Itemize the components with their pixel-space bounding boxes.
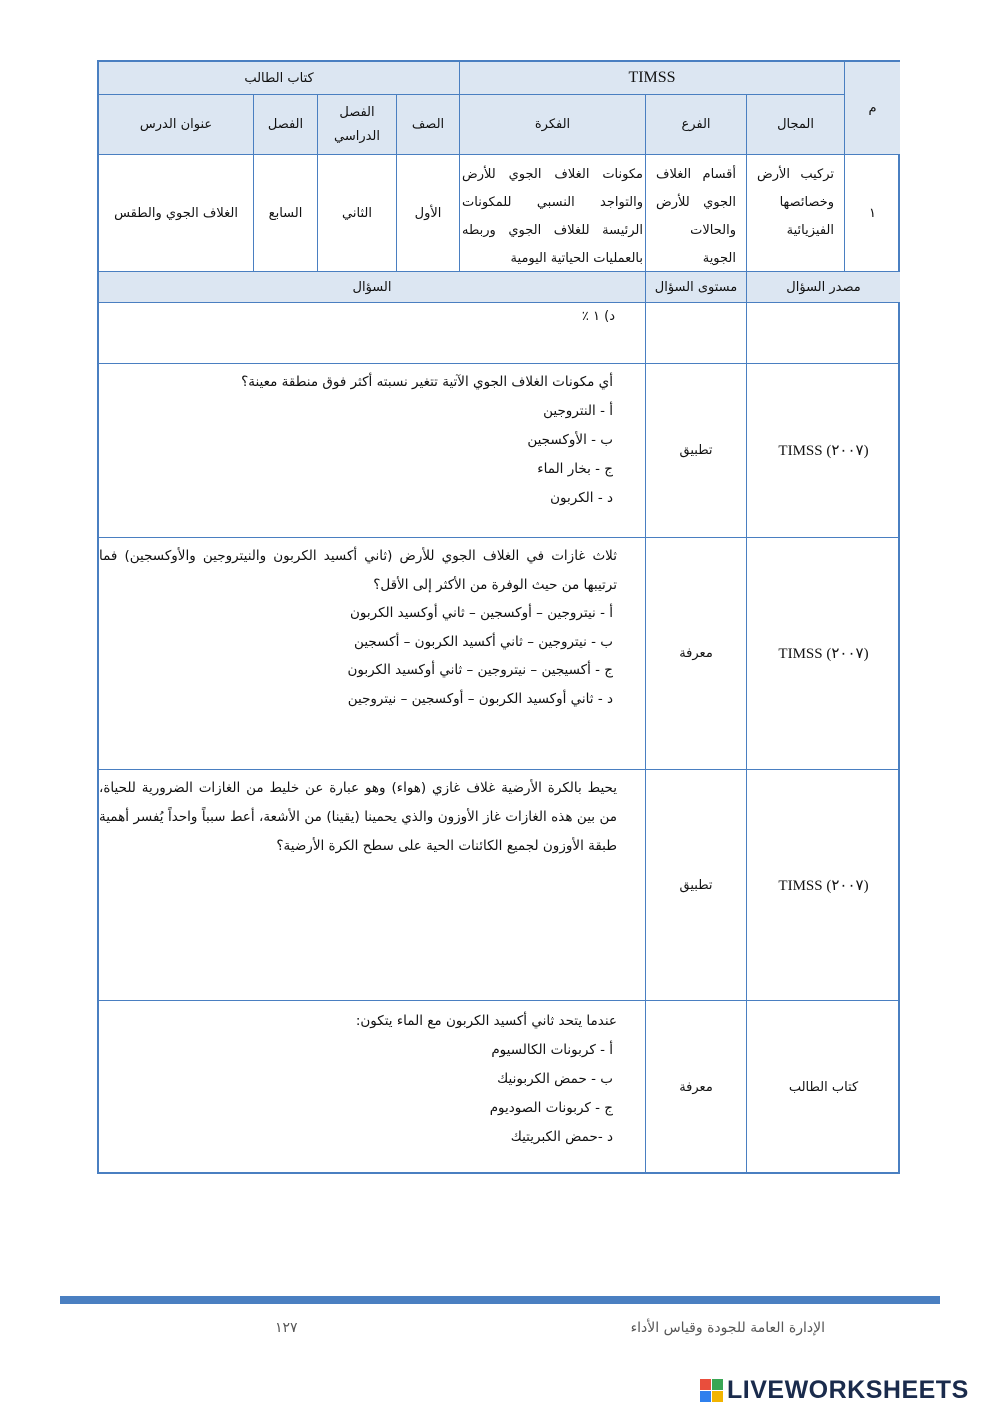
question-header: السؤال [99, 272, 646, 303]
q1-option-d[interactable]: د - الكربون [550, 490, 613, 506]
level-cell-partial [646, 303, 747, 364]
q4-source: كتاب الطالب [788, 1080, 859, 1095]
source-header: مصدر السؤال [747, 272, 900, 303]
footer-divider [60, 1296, 940, 1304]
semester-value: الثاني [318, 155, 397, 272]
worksheet-table [97, 60, 900, 1174]
q4-level: معرفة [646, 1001, 747, 1174]
q2-option-d[interactable]: د - ثاني أوكسيد الكربون – أوكسجين – نيتروجين [347, 690, 613, 707]
domain-header: المجال [747, 95, 845, 155]
chapter-value: السابع [254, 155, 318, 272]
q4-question [99, 1001, 646, 1174]
chapter-header: الفصل [254, 95, 318, 155]
brand-text: LIVEWORKSHEETS [727, 1376, 969, 1404]
q4-option-d[interactable]: د -حمض الكبريتيك [510, 1129, 613, 1145]
grade-value: الأول [397, 155, 460, 272]
q1-stem: أي مكونات الغلاف الجوي الآتية تتغير نسبته أكثر فوق منطقة معينة؟ [241, 374, 613, 390]
q2-level: معرفة [646, 538, 747, 770]
q3-level: تطبيق [646, 770, 747, 1001]
q2-stem: ثلاث غازات في الغلاف الجوي للأرض (ثاني أكسيد الكربون والنيتروجين والأوكسجين) فما ترتيبها من حيث الوفرة من الأكثر إلى الأقل؟ [99, 548, 617, 593]
branch-value: أقسام الغلاف الجوي للأرض والحالات الجوية [646, 155, 747, 272]
q1-level: تطبيق [646, 364, 747, 538]
q2-option-c[interactable]: ج - أكسيجين – نيتروجين – ثاني أوكسيد الكربون [347, 662, 613, 678]
question-cell-partial [99, 303, 646, 364]
q1-option-a[interactable]: أ - النتروجين [543, 403, 613, 419]
partial-option: د) ١ ٪ [581, 309, 615, 324]
brand-icon [700, 1379, 723, 1402]
footer-org: الإدارة العامة للجودة وقياس الأداء [630, 1320, 825, 1336]
q2-source: TIMSS (٢٠٠٧) [747, 538, 900, 770]
lesson-title-value: الغلاف الجوي والطقس [99, 155, 254, 272]
row-number: ١ [845, 155, 900, 272]
page-number: ١٢٧ [275, 1320, 298, 1336]
semester-header: الفصل الدراسي [318, 95, 397, 155]
timss-header: TIMSS [460, 62, 845, 95]
q3-source: TIMSS (٢٠٠٧) [747, 770, 900, 1001]
q4-option-c[interactable]: ج - كربونات الصوديوم [489, 1100, 613, 1116]
branch-header: الفرع [646, 95, 747, 155]
level-header: مستوى السؤال [646, 272, 747, 303]
q2-option-b[interactable]: ب - نيتروجين – ثاني أكسيد الكربون – أكسجين [354, 633, 613, 650]
q1-question [99, 364, 646, 538]
q4-option-b[interactable]: ب - حمض الكربونيك [497, 1071, 613, 1087]
q3-question [99, 770, 646, 1001]
q4-stem: عندما يتحد ثاني أكسيد الكربون مع الماء يتكون: [355, 1013, 617, 1029]
q1-option-c[interactable]: ج - بخار الماء [537, 461, 613, 477]
q3-answer-area[interactable] [99, 861, 617, 921]
idea-value: مكونات الغلاف الجوي للأرض والتواجد النسبي للمكونات الرئيسة للغلاف الجوي وربطه بالعمليات الحياتية اليومية [460, 155, 646, 272]
q2-option-a[interactable]: أ - نيتروجين – أوكسجين – ثاني أوكسيد الكربون [349, 605, 613, 621]
lesson-title-header: عنوان الدرس [99, 95, 254, 155]
q1-source: TIMSS (٢٠٠٧) [747, 364, 900, 538]
source-cell-partial [747, 303, 900, 364]
student-book-header: كتاب الطالب [99, 62, 460, 95]
q4-option-a[interactable]: أ - كربونات الكالسيوم [491, 1042, 613, 1058]
domain-value: تركيب الأرض وخصائصها الفيزيائية [747, 155, 845, 272]
idea-header: الفكرة [460, 95, 646, 155]
q1-option-b[interactable]: ب - الأوكسجين [527, 432, 613, 448]
q2-question [99, 538, 646, 770]
grade-header: الصف [397, 95, 460, 155]
q3-stem: يحيط بالكرة الأرضية غلاف غازي (هواء) وهو عبارة عن خليط من الغازات الضرورية للحياة، من بين هذه الغازات غاز الأوزون والذي يحمينا (يقينا) من الأشعة، أعط سبباً واحداً يُفسر أهمية طبقة الأوزون لجميع الكائنات الحية على سطح الكرة الأرضية؟ [99, 780, 617, 854]
col-m-header: م [845, 62, 900, 155]
liveworksheets-logo [700, 1376, 969, 1405]
